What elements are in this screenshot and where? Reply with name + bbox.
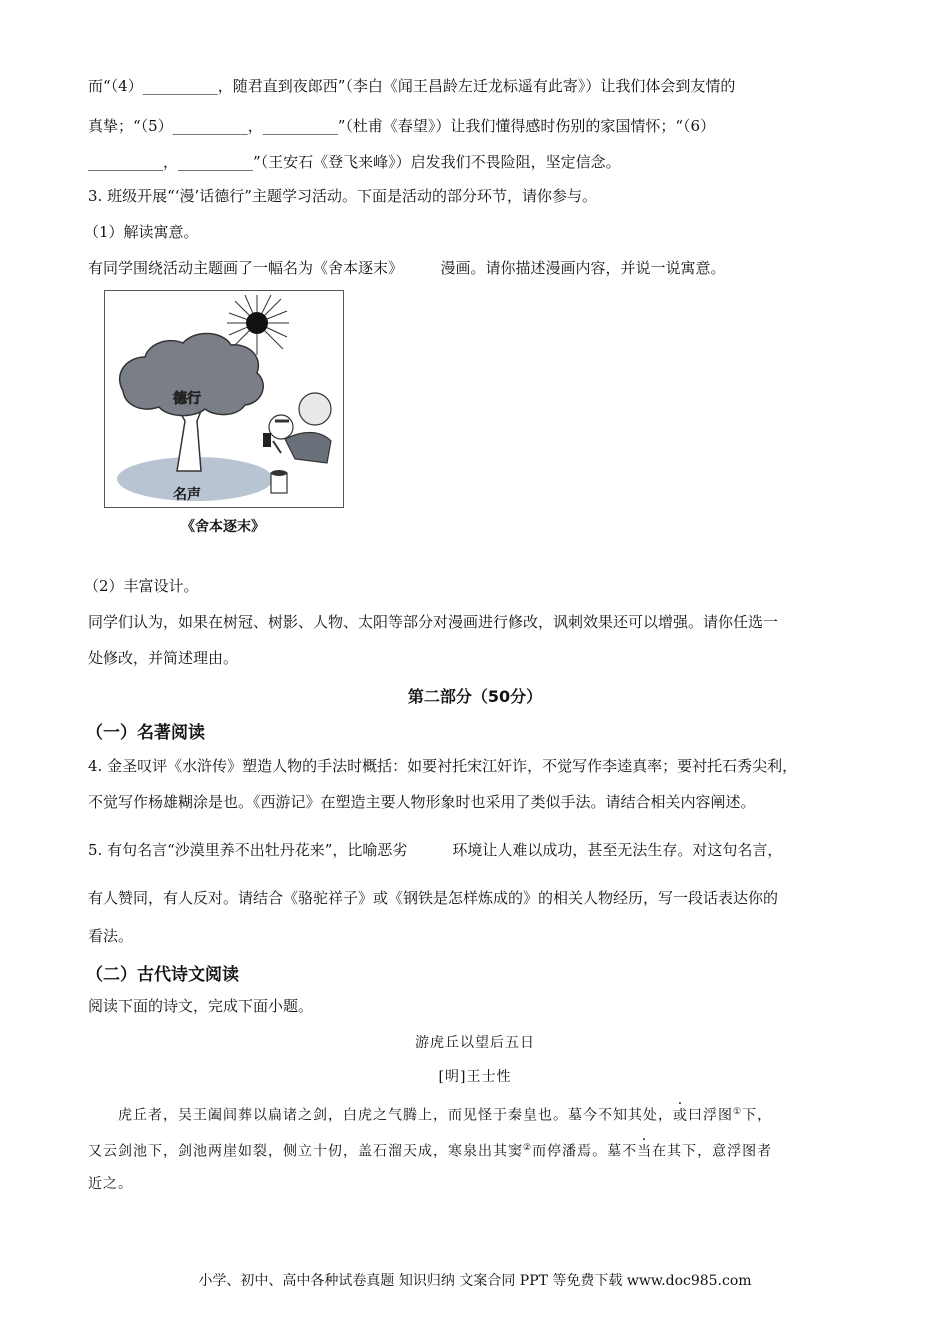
poem-author: [明]王士性: [438, 1069, 512, 1085]
label-shadow: 名声: [173, 487, 201, 503]
comic-image: [104, 290, 344, 508]
question-3-sub1-text: 有同学围绕活动主题画了一幅名为《舍本逐末》 漫画。请你描述漫画内容，并说一说寓意。: [88, 259, 726, 277]
section-2-intro: 阅读下面的诗文，完成下面小题。: [88, 997, 314, 1015]
poem-line: 虎丘者，吴王阖闾葬以扁诸之剑，白虎之气腾上，而见怪于秦皇也。墓今不知其处，或曰浮图①下，: [118, 1107, 773, 1124]
part-2-title: 第二部分（50分）: [407, 687, 543, 706]
person-figure: [263, 393, 331, 463]
text-line: 而“（4）__________，随君直到夜郎西”（李白《闻王昌龄左迁龙标遥有此寄》）让我们体会到友情的: [88, 77, 736, 95]
footnote-mark: ①: [733, 1107, 743, 1117]
comic-drawing: [105, 291, 343, 507]
text-line: 处修改，并简述理由。: [88, 649, 239, 667]
text-line: 同学们认为，如果在树冠、树影、人物、太阳等部分对漫画进行修改，讽刺效果还可以增强。请你任选一: [88, 613, 779, 631]
page-footer: 小学、初中、高中各种试卷真题 知识归纳 文案合同 PPT 等免费下载 www.doc985.com: [198, 1273, 752, 1289]
question-5-line: 5. 有句名言“沙漠里养不出牡丹花来”，比喻恶劣 环境让人难以成功，甚至无法生存。对这句名言，: [88, 841, 783, 859]
footnote-mark: ②: [523, 1143, 533, 1153]
poem-line: 又云剑池下，剑池两崖如裂，侧立十仞，盖石溜天成，寒泉出其窦②而停潘焉。墓不当在其下，意浮图者: [88, 1143, 773, 1160]
question-5-line: 看法。: [88, 927, 134, 945]
question-3-stem: 3. 班级开展“‘漫’话德行”主题学习活动。下面是活动的部分环节，请你参与。: [88, 187, 597, 205]
question-3-sub2-title: （2）丰富设计。: [84, 577, 199, 595]
text-line: 真挚；“（5）__________，__________”（杜甫《春望》）让我们懂得感时伤别的家国情怀；“（6）: [88, 117, 716, 135]
text-line: __________，__________”（王安石《登飞来峰》）启发我们不畏险阻，坚定信念。: [88, 153, 621, 171]
section-1-title: （一）名著阅读: [86, 723, 205, 743]
question-5-line: 有人赞同，有人反对。请结合《骆驼祥子》或《钢铁是怎样炼成的》的相关人物经历，写一段话表达你的: [88, 889, 779, 907]
question-4-line: 不觉写作杨雄糊涂是也。《西游记》在塑造主要人物形象时也采用了类似手法。请结合相关内容阐述。: [88, 793, 756, 811]
section-2-title: （二）古代诗文阅读: [86, 965, 239, 985]
question-3-sub1-title: （1）解读寓意。: [84, 223, 199, 241]
poem-line: 近之。: [88, 1176, 133, 1192]
dotted-char: 当: [637, 1143, 653, 1160]
label-crown: 德行: [173, 391, 201, 407]
comic-caption: 《舍本逐末》: [181, 519, 265, 535]
poem-title: 游虎丘以望后五日: [415, 1035, 535, 1051]
dotted-char: 或: [673, 1107, 688, 1124]
question-4-line: 4. 金圣叹评《水浒传》塑造人物的手法时概括：如要衬托宋江奸诈，不觉写作李逵真率；要衬托石秀尖利，: [88, 757, 798, 775]
